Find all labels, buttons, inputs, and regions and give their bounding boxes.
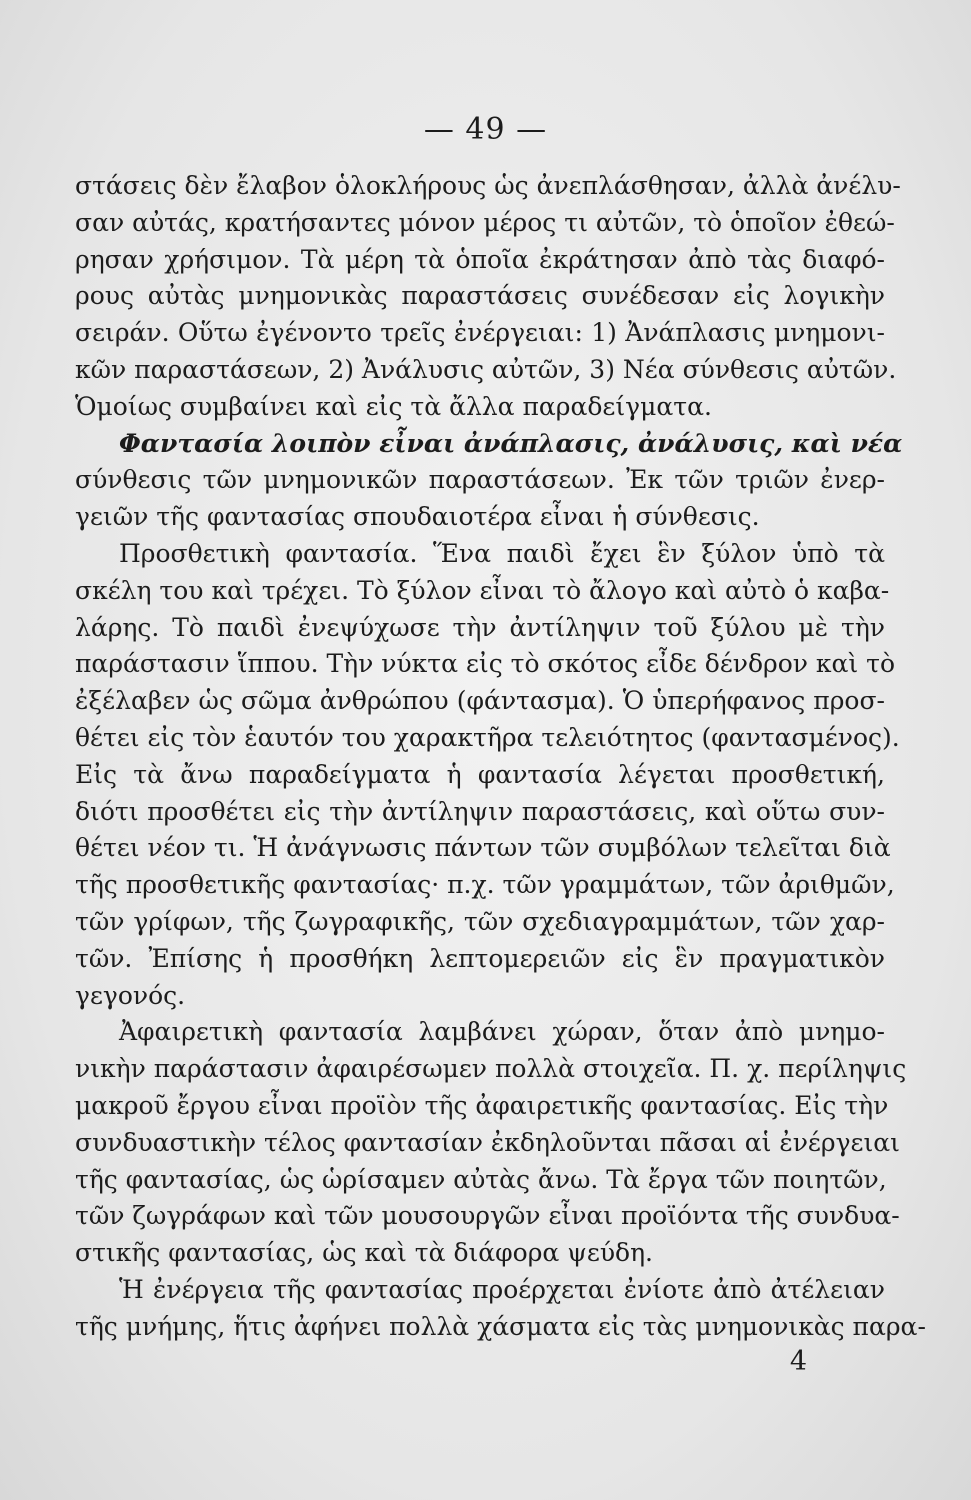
definition-line: Φαντασία λοιπὸν εἶναι ἀνάπλασις, ἀνάλυσις, καὶ νέα <box>119 428 903 458</box>
text-line: θέτει νέον τι. Ἡ ἀνάγνωσις πάντων τῶν συμβόλων τελεῖται διὰ <box>75 833 891 863</box>
text-line: Ἡ ἐνέργεια τῆς φαντασίας προέρχεται ἐνίοτε ἀπὸ ἀτέλειαν <box>119 1274 885 1304</box>
text-line: σειράν. Οὕτω ἐγένοντο τρεῖς ἐνέργειαι: 1) Ἀνάπλασις μνημονι- <box>75 318 885 348</box>
page-text <box>75 168 926 1346</box>
text-line: σύνθεσις τῶν μνημονικῶν παραστάσεων. Ἐκ τῶν τριῶν ἐνερ- <box>75 465 885 495</box>
text-line: τῆς μνήμης, ἥτις ἀφήνει πολλὰ χάσματα εἰς τὰς μνημονικὰς παρα- <box>75 1311 926 1341</box>
text-line: ρησαν χρήσιμον. Τὰ μέρη τὰ ὁποῖα ἐκράτησαν ἀπὸ τὰς διαφό- <box>75 244 885 274</box>
text-line: τῶν. Ἐπίσης ἡ προσθήκη λεπτομερειῶν εἰς ἓν πραγματικὸν <box>75 943 885 973</box>
text-line: λάρης. Τὸ παιδὶ ἐνεψύχωσε τὴν ἀντίληψιν τοῦ ξύλου μὲ τὴν <box>75 612 885 642</box>
text-line: Εἰς τὰ ἄνω παραδείγματα ἡ φαντασία λέγεται προσθετική, <box>75 759 885 789</box>
text-line: γεγονός. <box>75 980 186 1010</box>
text-line: τῆς προσθετικῆς φαντασίας· π.χ. τῶν γραμμάτων, τῶν ἀριθμῶν, <box>75 870 895 900</box>
text-line: Ὁμοίως συμβαίνει καὶ εἰς τὰ ἄλλα παραδείγματα. <box>75 391 712 421</box>
text-line: γειῶν τῆς φαντασίας σπουδαιοτέρα εἶναι ἡ σύνθεσις. <box>75 502 760 532</box>
page-number: — 49 — <box>423 112 548 147</box>
section-heading-subtractive: Ἀφαιρετικὴ φαντασία λαμβάνει χώραν, ὅταν ἀπὸ μνημο- <box>119 1017 885 1047</box>
text-line: τῶν γρίφων, τῆς ζωγραφικῆς, τῶν σχεδιαγραμμάτων, τῶν χαρ- <box>75 906 885 936</box>
section-heading-additive: Προσθετικὴ φαντασία. Ἕνα παιδὶ ἔχει ἓν ξύλον ὑπὸ τὰ <box>119 538 885 568</box>
text-line: σαν αὐτάς, κρατήσαντες μόνον μέρος τι αὐτῶν, τὸ ὁποῖον ἐθεώ- <box>75 207 895 237</box>
text-line: συνδυαστικὴν τέλος φαντασίαν ἐκδηλοῦνται πᾶσαι αἱ ἐνέργειαι <box>75 1127 900 1157</box>
text-line: στάσεις δὲν ἔλαβον ὁλοκλήρους ὡς ἀνεπλάσθησαν, ἀλλὰ ἀνέλυ- <box>75 171 901 200</box>
text-line: θέτει εἰς τὸν ἑαυτόν του χαρακτῆρα τελειότητος (φαντασμένος). <box>75 722 900 752</box>
text-line: νικὴν παράστασιν ἀφαιρέσωμεν πολλὰ στοιχεῖα. Π. χ. περίληψις <box>75 1054 907 1084</box>
text-line: στικῆς φαντασίας, ὡς καὶ τὰ διάφορα ψεύδη. <box>75 1238 653 1268</box>
text-line: μακροῦ ἔργου εἶναι προϊὸν τῆς ἀφαιρετικῆς φαντασίας. Εἰς τὴν <box>75 1090 889 1120</box>
text-line: κῶν παραστάσεων, 2) Ἀνάλυσις αὐτῶν, 3) Νέα σύνθεσις αὐτῶν. <box>75 354 897 384</box>
printer-signature: 4 <box>789 1346 807 1377</box>
text-line: τῶν ζωγράφων καὶ τῶν μουσουργῶν εἶναι προϊόντα τῆς συνδυα- <box>75 1201 900 1231</box>
text-line: παράστασιν ἵππου. Τὴν νύκτα εἰς τὸ σκότος εἶδε δένδρον καὶ τὸ <box>75 649 896 679</box>
text-line: τῆς φαντασίας, ὡς ὡρίσαμεν αὐτὰς ἄνω. Τὰ ἔργα τῶν ποιητῶν, <box>75 1164 887 1194</box>
text-line: σκέλη του καὶ τρέχει. Τὸ ξύλον εἶναι τὸ ἄλογο καὶ αὐτὸ ὁ καβα- <box>75 575 890 605</box>
text-line: ἐξέλαβεν ὡς σῶμα ἀνθρώπου (φάντασμα). Ὁ ὑπερήφανος προσ- <box>75 686 885 716</box>
text-line: διότι προσθέτει εἰς τὴν ἀντίληψιν παραστάσεις, καὶ οὕτω συν- <box>75 796 885 826</box>
text-line: ρους αὐτὰς μνημονικὰς παραστάσεις συνέδεσαν εἰς λογικὴν <box>75 281 885 311</box>
